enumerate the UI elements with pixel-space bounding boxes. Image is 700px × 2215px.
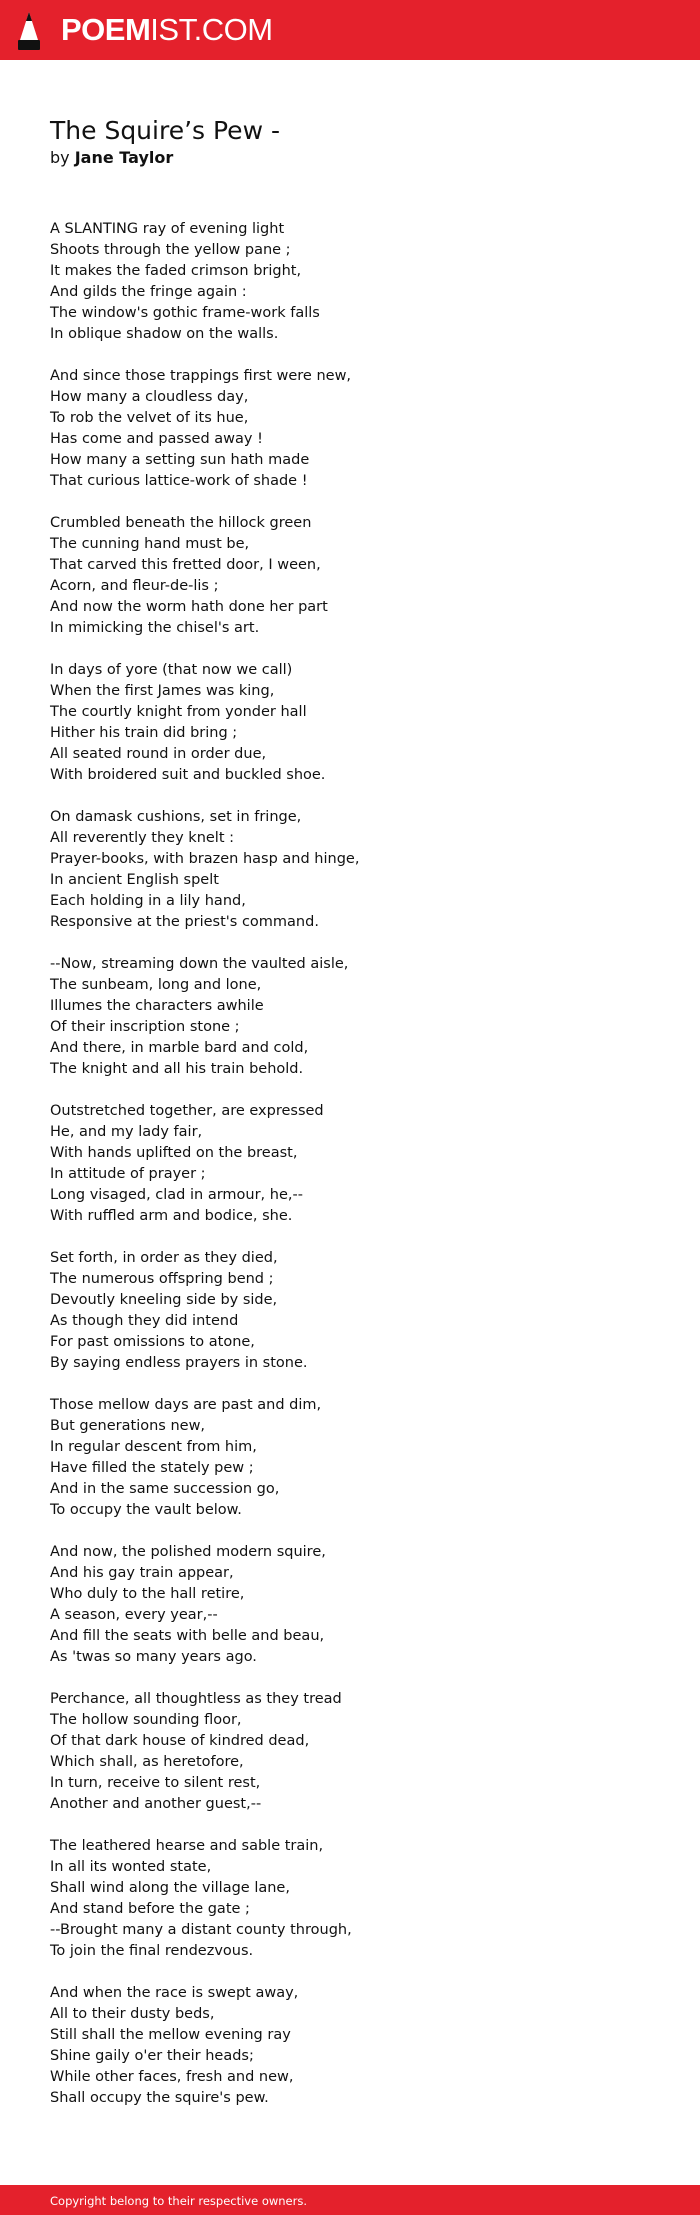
poem-line: As though they did intend <box>50 1313 239 1329</box>
poem-line: Those mellow days are past and dim, <box>50 1397 322 1413</box>
poem-line: All to their dusty beds, <box>50 2006 215 2022</box>
stanza <box>50 1248 359 1374</box>
poem-line: Responsive at the priest's command. <box>50 914 319 930</box>
poem-line: But generations new, <box>50 1418 206 1434</box>
poem-line: In all its wonted state, <box>50 1859 212 1875</box>
stanza <box>50 1542 359 1668</box>
poem-line: And stand before the gate ; <box>50 1901 250 1917</box>
poem-line: And when the race is swept away, <box>50 1985 299 2001</box>
stanza <box>50 660 359 786</box>
site-header <box>0 0 700 60</box>
stanza <box>50 1395 359 1521</box>
poem-line: Have filled the stately pew ; <box>50 1460 254 1476</box>
poem-line: For past omissions to atone, <box>50 1334 255 1350</box>
poem-line: The sunbeam, long and lone, <box>50 977 262 993</box>
stanza <box>50 513 359 639</box>
poem-line: In mimicking the chisel's art. <box>50 620 260 636</box>
stanza <box>50 1836 359 1962</box>
poem-line: The cunning hand must be, <box>50 536 250 552</box>
poem-line: The knight and all his train behold. <box>50 1061 304 1077</box>
by-label: by <box>50 148 70 167</box>
poem-title: The Squire’s Pew - <box>50 116 280 145</box>
poem-line: Shine gaily o'er their heads; <box>50 2048 254 2064</box>
poem-line: In days of yore (that now we call) <box>50 662 293 678</box>
poem-line: Prayer-books, with brazen hasp and hinge, <box>50 851 360 867</box>
poem-line: And in the same succession go, <box>50 1481 280 1497</box>
copyright-notice: Copyright belong to their respective owners. <box>50 2194 308 2208</box>
poem-line: Illumes the characters awhile <box>50 998 264 1014</box>
poem-line: How many a setting sun hath made <box>50 452 310 468</box>
poem-line: To rob the velvet of its hue, <box>50 410 249 426</box>
poem-line: And gilds the fringe again : <box>50 284 247 300</box>
stanza <box>50 1983 359 2109</box>
poem-line: A season, every year,-- <box>50 1607 218 1623</box>
poem-line: All reverently they knelt : <box>50 830 235 846</box>
poem-line: Outstretched together, are expressed <box>50 1103 324 1119</box>
poem-line: With ruffled arm and bodice, she. <box>50 1208 293 1224</box>
logo-rest-part: IST.COM <box>150 12 273 47</box>
poem-line: While other faces, fresh and new, <box>50 2069 294 2085</box>
poem-line: When the first James was king, <box>50 683 275 699</box>
poem-line: Hither his train did bring ; <box>50 725 238 741</box>
poem-line: In regular descent from him, <box>50 1439 257 1455</box>
poem-line: By saying endless prayers in stone. <box>50 1355 308 1371</box>
stanza <box>50 219 359 345</box>
poem-line: --Brought many a distant county through, <box>50 1922 352 1938</box>
poem-line: And fill the seats with belle and beau, <box>50 1628 325 1644</box>
poem-line: Acorn, and fleur-de-lis ; <box>50 578 219 594</box>
logo-bold-part: POEM <box>61 12 151 47</box>
poem-line: Has come and passed away ! <box>50 431 263 447</box>
poem-line: Another and another guest,-- <box>50 1796 262 1812</box>
poem-line: Who duly to the hall retire, <box>50 1586 245 1602</box>
site-logo-text <box>61 12 273 48</box>
poem-line: That carved this fretted door, I ween, <box>50 557 321 573</box>
stanza <box>50 1101 359 1227</box>
poem-line: The window's gothic frame-work falls <box>50 305 320 321</box>
poem-line: And his gay train appear, <box>50 1565 234 1581</box>
poem-line: Set forth, in order as they died, <box>50 1250 278 1266</box>
poem-line: The numerous offspring bend ; <box>50 1271 274 1287</box>
poem-line: With broidered suit and buckled shoe. <box>50 767 326 783</box>
poem-line: In attitude of prayer ; <box>50 1166 206 1182</box>
poem-line: It makes the faded crimson bright, <box>50 263 302 279</box>
poem-line: As 'twas so many years ago. <box>50 1649 257 1665</box>
poem-line: Shoots through the yellow pane ; <box>50 242 291 258</box>
site-footer <box>0 2185 700 2215</box>
poem-line: In turn, receive to silent rest, <box>50 1775 261 1791</box>
poem-line: To join the final rendezvous. <box>50 1943 254 1959</box>
poem-line: How many a cloudless day, <box>50 389 249 405</box>
poem-line: Crumbled beneath the hillock green <box>50 515 312 531</box>
poem-line: Shall wind along the village lane, <box>50 1880 290 1896</box>
poem-line: Shall occupy the squire's pew. <box>50 2090 269 2106</box>
poem-line: A SLANTING ray of evening light <box>50 221 285 237</box>
poem-line: Long visaged, clad in armour, he,-- <box>50 1187 303 1203</box>
poem-line: Each holding in a lily hand, <box>50 893 246 909</box>
poem-line: Of their inscription stone ; <box>50 1019 240 1035</box>
stanza <box>50 366 359 492</box>
poem-line: The courtly knight from yonder hall <box>50 704 307 720</box>
poem-line: And now the worm hath done her part <box>50 599 328 615</box>
poem-line: All seated round in order due, <box>50 746 267 762</box>
poem-line: That curious lattice-work of shade ! <box>50 473 308 489</box>
poem-line: Which shall, as heretofore, <box>50 1754 244 1770</box>
poem-line: Devoutly kneeling side by side, <box>50 1292 278 1308</box>
poem-line: With hands uplifted on the breast, <box>50 1145 298 1161</box>
poem-body <box>50 219 359 2130</box>
poem-line: And there, in marble bard and cold, <box>50 1040 309 1056</box>
poem-line: Perchance, all thoughtless as they tread <box>50 1691 342 1707</box>
poem-line: --Now, streaming down the vaulted aisle, <box>50 956 349 972</box>
poem-line: He, and my lady fair, <box>50 1124 203 1140</box>
poem-line: Still shall the mellow evening ray <box>50 2027 291 2043</box>
poem-line: And since those trappings first were new, <box>50 368 352 384</box>
poem-line: The hollow sounding floor, <box>50 1712 242 1728</box>
poem-line: The leathered hearse and sable train, <box>50 1838 324 1854</box>
pencil-tip-icon <box>16 10 42 52</box>
poem-byline <box>50 148 173 168</box>
stanza <box>50 807 359 933</box>
stanza <box>50 1689 359 1815</box>
poem-line: In ancient English spelt <box>50 872 219 888</box>
poem-line: Of that dark house of kindred dead, <box>50 1733 310 1749</box>
poem-line: And now, the polished modern squire, <box>50 1544 326 1560</box>
poem-line: On damask cushions, set in fringe, <box>50 809 302 825</box>
poem-line: To occupy the vault below. <box>50 1502 242 1518</box>
stanza <box>50 954 359 1080</box>
author-name: Jane Taylor <box>74 148 174 167</box>
poem-line: In oblique shadow on the walls. <box>50 326 279 342</box>
